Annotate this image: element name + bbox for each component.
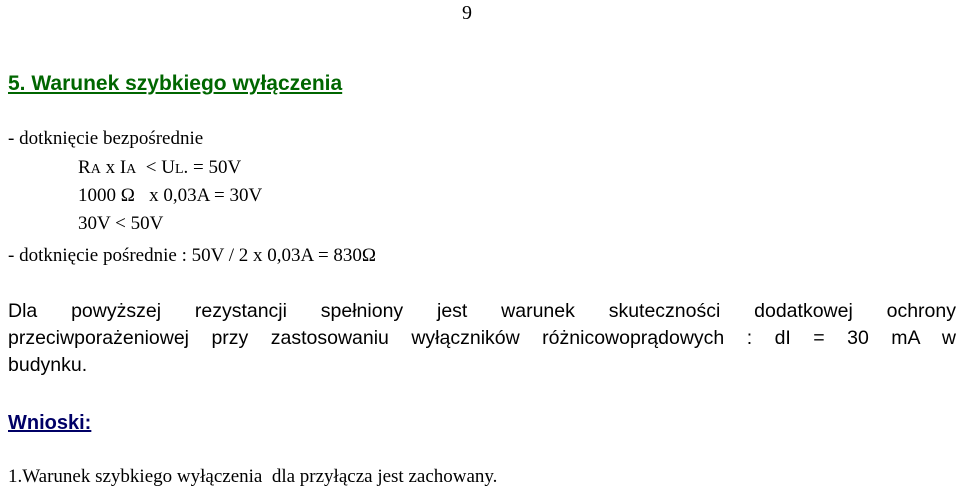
- formula-subscript-a2: A: [126, 162, 137, 177]
- conclusion-paragraph: [8, 298, 956, 379]
- paragraph-line-3: budynku.: [8, 354, 88, 376]
- conclusion-item-1: 1.Warunek szybkiego wyłączenia dla przyłącza jest zachowany.: [8, 466, 498, 487]
- formula-calculation: 1000 Ω x 0,03A = 30V: [78, 185, 263, 206]
- formula-resistance-current: [78, 157, 241, 179]
- indirect-contact-formula: - dotknięcie pośrednie : 50V / 2 x 0,03A = 830Ω: [8, 245, 377, 266]
- paragraph-line-1: Dla powyższej rezystancji spełniony jest warunek skuteczności dodatkowej ochrony: [8, 300, 956, 322]
- formula-comparison: 30V < 50V: [78, 213, 164, 234]
- conclusions-heading: Wnioski:: [8, 412, 92, 434]
- formula-subscript-l: L: [174, 162, 184, 177]
- formula-subscript-a1: A: [90, 162, 101, 177]
- page-number: 9: [462, 2, 472, 24]
- paragraph-line-2: przeciwporażeniowej przy zastosowaniu wyłączników różnicowoprądowych : dI = 30 mA w: [8, 327, 956, 349]
- formula-x-i: x I: [100, 157, 127, 178]
- formula-lt-u: < U: [136, 157, 175, 178]
- direct-contact-label: - dotknięcie bezpośrednie: [8, 128, 204, 149]
- formula-equals-50v: . = 50V: [183, 157, 242, 178]
- formula-r: R: [78, 157, 91, 178]
- section-heading: 5. Warunek szybkiego wyłączenia: [8, 72, 343, 95]
